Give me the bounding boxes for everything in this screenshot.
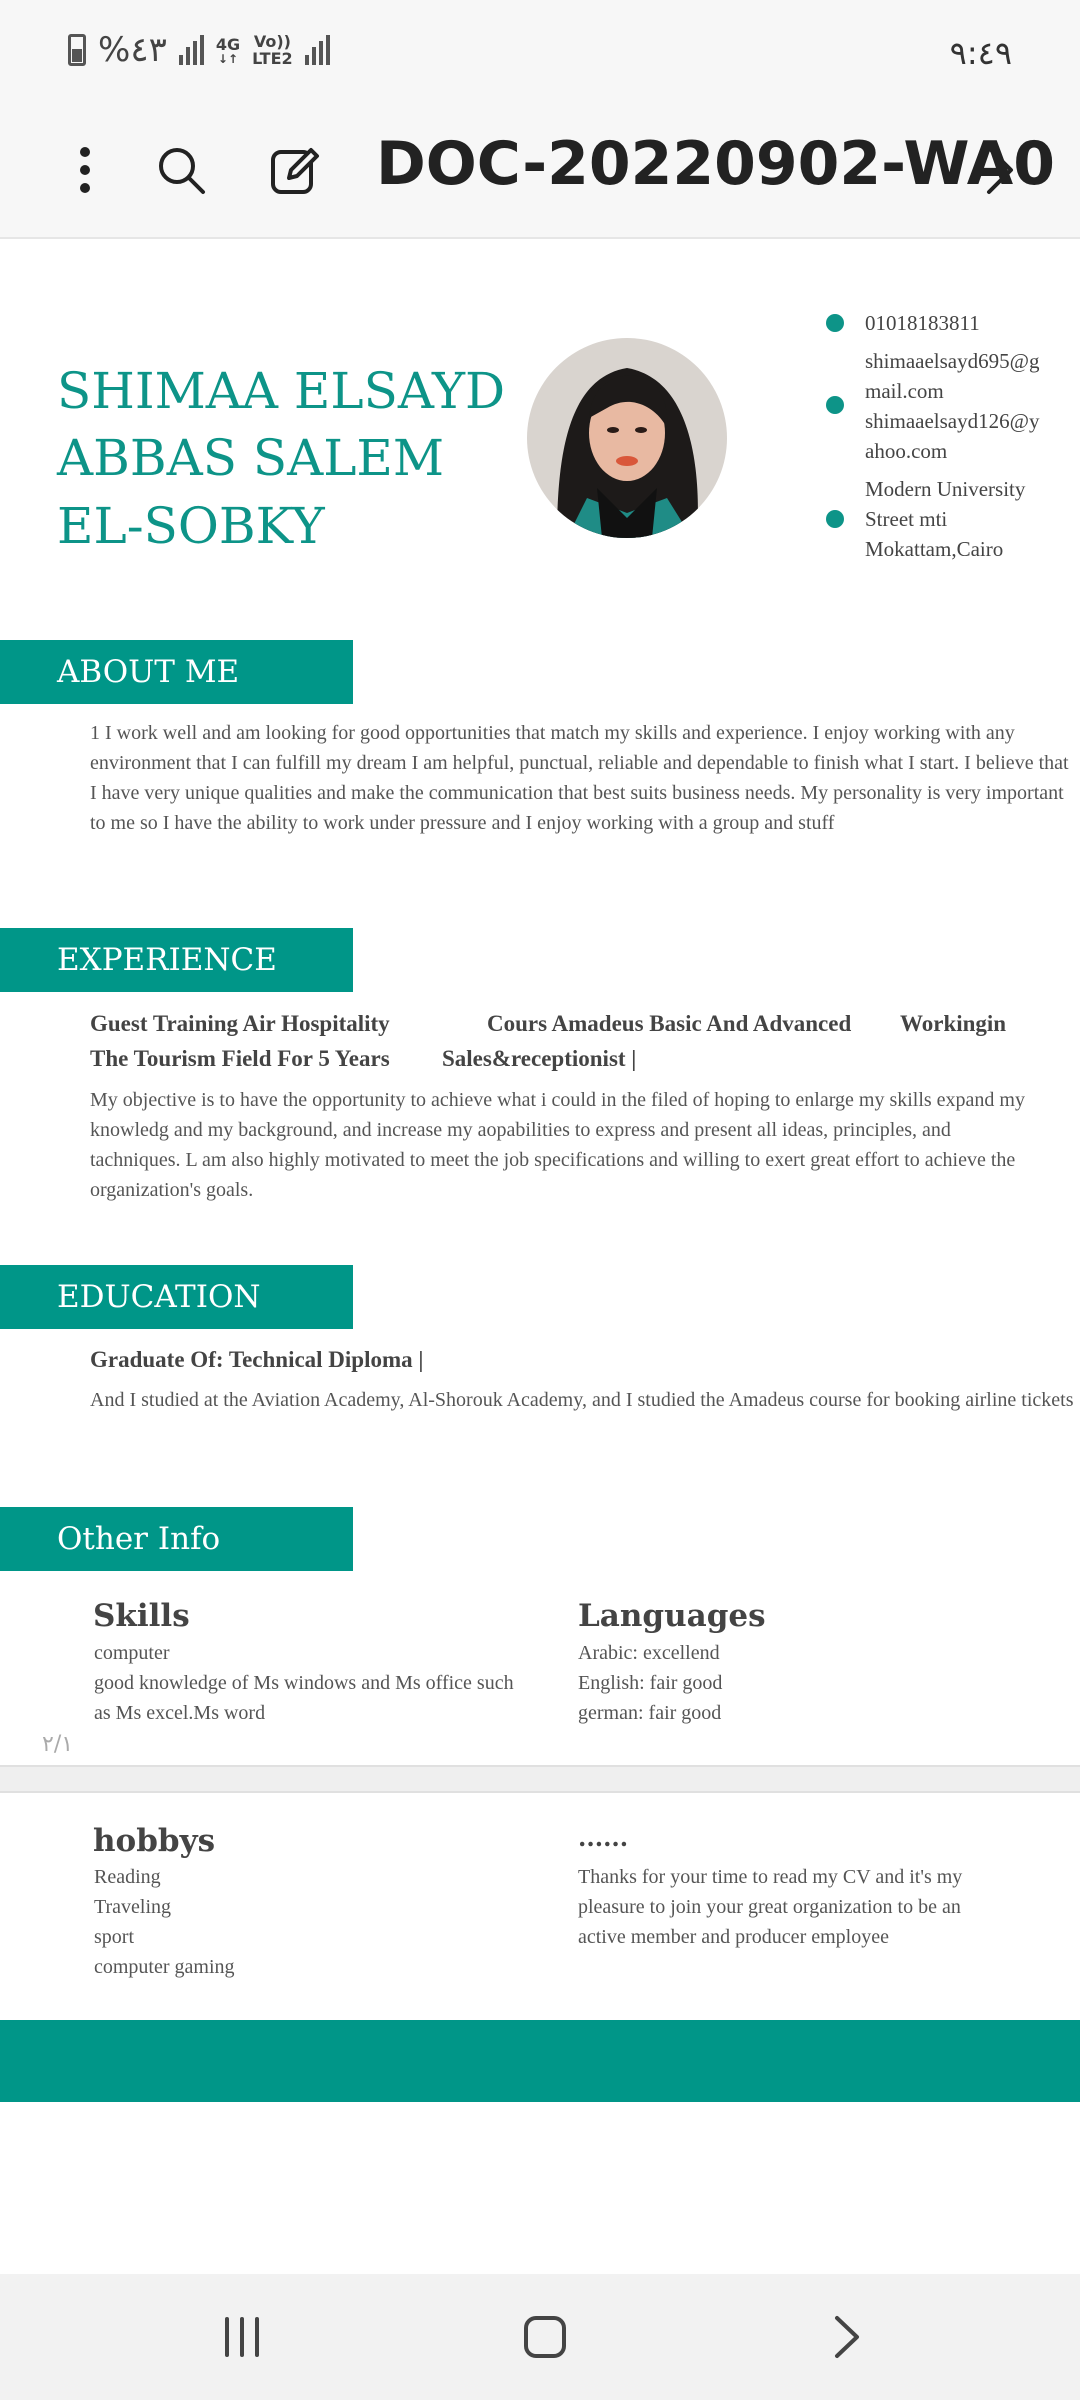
network-type: 4G: [215, 34, 241, 54]
battery-icon: [68, 34, 86, 66]
page-indicator: ٢/١: [42, 1732, 74, 1757]
network-indicator: [216, 36, 240, 65]
experience-title-5: Sales&receptionist |: [442, 1046, 637, 1071]
closing-line-2: pleasure to join your great organization to be an: [578, 1896, 961, 1918]
hobby-item: sport: [94, 1926, 134, 1948]
email-line-1: shimaaelsayd695@g: [865, 349, 1040, 373]
skills-line-3: as Ms excel.Ms word: [94, 1702, 266, 1724]
email-line-4: ahoo.com: [865, 439, 948, 463]
signal-icon: [179, 35, 204, 65]
skills-line-1: computer: [94, 1642, 170, 1664]
about-text: 1 I work well and am looking for good opportunities that match my skills and experience. I enjoy working with any environment that I can fulfill my dream I am helpful, punctual, reliable and dependable to finish what I start. I believe that I have very unique qualities and make the communication that best suits business needs. My personality is very important to me so I have the ability to work under pressure and I enjoy working with a group and stuff: [90, 722, 1069, 834]
volte-label: Vo)): [253, 32, 291, 51]
more-vert-icon[interactable]: [50, 135, 120, 205]
hobbies-list: [94, 1862, 235, 1982]
closing-line-1: Thanks for your time to read my CV and it's my: [578, 1866, 963, 1888]
resume-name-line-3: EL-SOBKY: [57, 497, 325, 555]
skills-list: [94, 1638, 514, 1728]
contact-address: [865, 474, 1080, 564]
navigation-bar: [0, 2274, 1080, 2400]
document-title: DOC-20220902-WA0: [376, 129, 1055, 199]
contact-phone: 01018183811: [865, 311, 980, 335]
language-line-3: german: fair good: [578, 1702, 722, 1724]
status-time: ٩:٤٩: [949, 34, 1012, 72]
experience-title-2: Cours Amadeus Basic And Advanced: [487, 1011, 852, 1036]
page-separator: [0, 1765, 1080, 1793]
back-icon[interactable]: [812, 2304, 882, 2370]
other-info-heading: Other Info: [0, 1507, 353, 1571]
languages-list: [578, 1638, 722, 1728]
search-icon[interactable]: [146, 135, 216, 205]
chevron-right-icon[interactable]: [964, 135, 1034, 205]
address-line-1: Modern University: [865, 477, 1026, 501]
status-indicators: [68, 30, 330, 70]
skills-line-2: good knowledge of Ms windows and Ms office such: [94, 1672, 514, 1694]
hobbies-title: hobbys: [93, 1823, 216, 1859]
hobby-item: Reading: [94, 1866, 161, 1888]
address-line-2: Street mti: [865, 507, 948, 531]
education-heading: EDUCATION: [0, 1265, 353, 1329]
closing-text: [578, 1862, 962, 1952]
resume-name-line-1: SHIMAA ELSAYD: [57, 362, 506, 420]
lte-label: LTE2: [252, 49, 293, 68]
languages-title: Languages: [578, 1598, 766, 1634]
education-text: And I studied at the Aviation Academy, Al-Shorouk Academy, and I studied the Amadeus course for booking airline tickets: [90, 1389, 1074, 1411]
data-arrows-icon: ↓↑: [217, 51, 239, 66]
experience-title-1: Guest Training Air Hospitality: [90, 1011, 390, 1036]
closing-title: ......: [578, 1823, 629, 1852]
address-line-3: Mokattam,Cairo: [865, 537, 1004, 561]
hobby-item: computer gaming: [94, 1956, 235, 1978]
edit-icon[interactable]: [260, 135, 330, 205]
document-toolbar: [0, 105, 1080, 239]
signal-icon-2: [305, 35, 330, 65]
language-line-2: English: fair good: [578, 1672, 723, 1694]
experience-text: My objective is to have the opportunity to achieve what i could in the filed of hoping to enlarge my skills expand my knowledg and my background, and increase my aopabilities to express and present all ideas, principles, and tachniques. L am also highly motivated to meet the job specifications and willing to exert great effort to achieve the organization's goals.: [90, 1089, 1025, 1201]
contact-email: [865, 346, 1080, 466]
experience-title-3: Workingin: [900, 1011, 1007, 1036]
skills-title: Skills: [93, 1598, 190, 1634]
footer-band: [0, 2020, 1080, 2102]
status-bar: [0, 0, 1080, 105]
home-icon[interactable]: [510, 2304, 580, 2370]
hobby-item: Traveling: [94, 1896, 172, 1918]
phone-icon: [826, 314, 844, 332]
language-line-1: Arabic: excellend: [578, 1642, 720, 1664]
resume-name-line-2: ABBAS SALEM: [57, 429, 445, 487]
battery-percent: %٤٣: [98, 30, 167, 70]
location-icon: [826, 510, 844, 528]
email-icon: [826, 396, 844, 414]
email-line-3: shimaaelsayd126@y: [865, 409, 1040, 433]
experience-heading: EXPERIENCE: [0, 928, 353, 992]
education-degree: Graduate Of: Technical Diploma |: [90, 1347, 424, 1372]
profile-photo: [527, 338, 727, 538]
experience-title-4: The Tourism Field For 5 Years: [90, 1046, 390, 1071]
about-heading: ABOUT ME: [0, 640, 353, 704]
closing-line-3: active member and producer employee: [578, 1926, 889, 1948]
email-line-2: mail.com: [865, 379, 944, 403]
volte-indicator: [252, 33, 293, 67]
recent-apps-icon[interactable]: [207, 2304, 277, 2370]
